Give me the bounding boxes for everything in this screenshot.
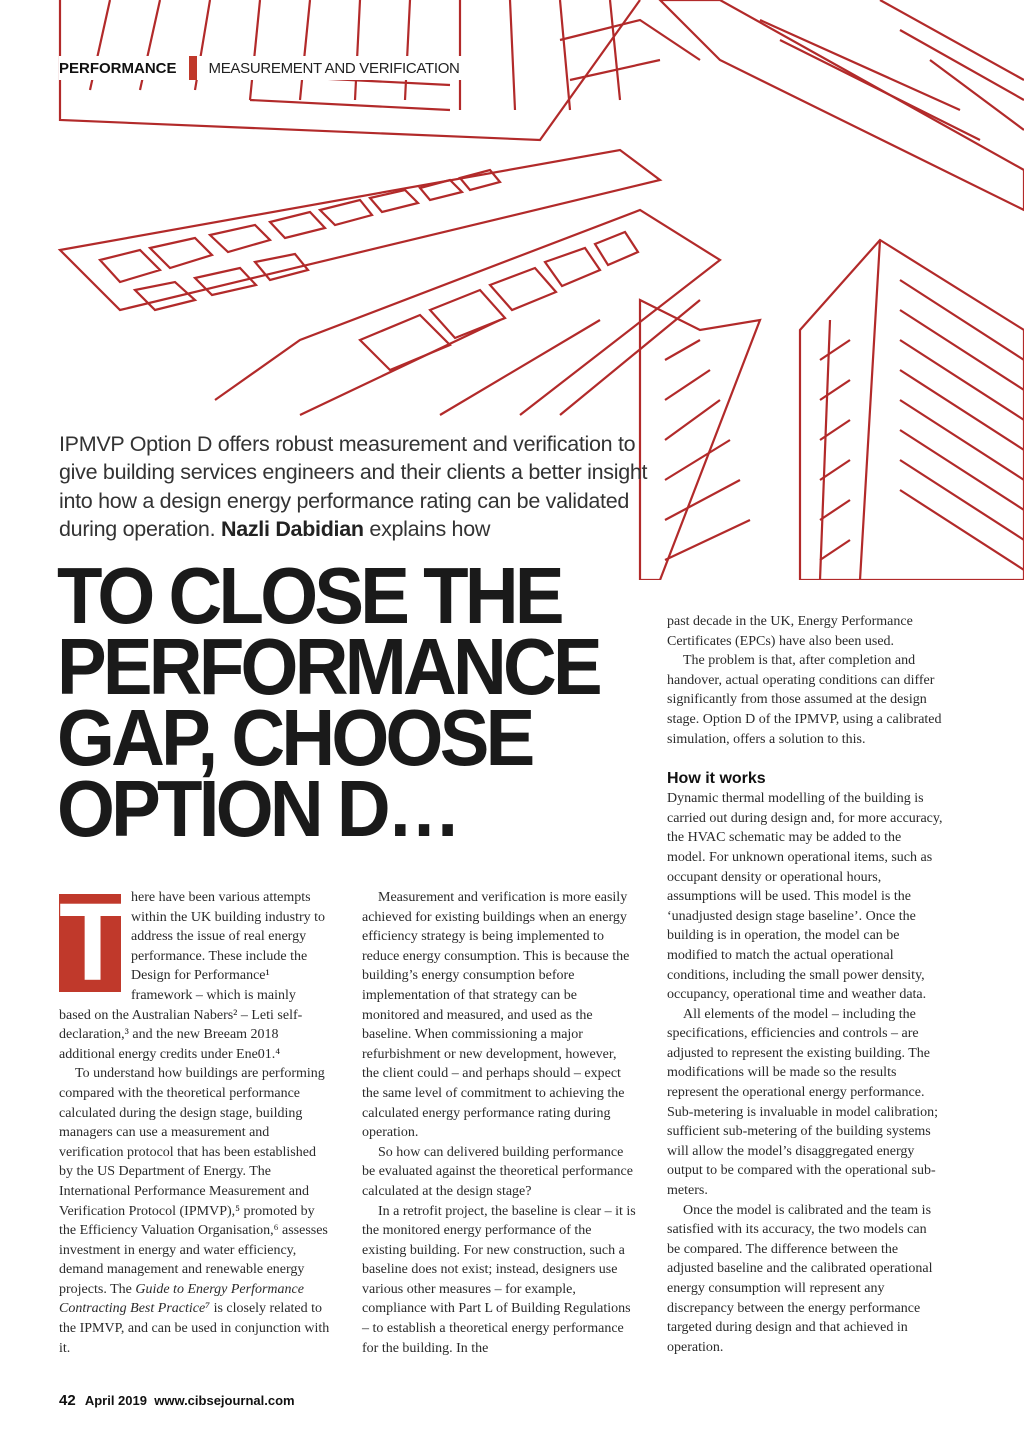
headline: TO CLOSE THE PERFORMANCE GAP, CHOOSE OPTION D… [57, 551, 599, 853]
paragraph: In a retrofit project, the baseline is clear – it is the monitored energy performance of the existing building. For new construction, such a baseline does not exist; instead, designers use various other measures – for example, compliance with Part L of Building Regulations – to establish a theoretical energy performance for the building. In the [362, 1203, 636, 1356]
section-label: PERFORMANCE [59, 59, 177, 77]
website-link[interactable]: www.cibsejournal.com [154, 1393, 295, 1408]
standfirst-suffix: explains how [369, 516, 491, 541]
paragraph-text: To understand how buildings are performing compared with the theoretical performance calculated during the design stage, building managers can use a measurement and verification protocol that has been established by the US Department of Energy. The International Performance Measurement and Verification Protocol (IPMVP),⁵ promoted by the Efficiency Valuation Organisation,⁶ assesses investment in energy and water efficiency, demand management and renewable energy projects. The [59, 1066, 328, 1297]
section-divider [189, 56, 197, 80]
paragraph: Measurement and verification is more easily achieved for existing buildings when an energy efficiency strategy is being implemented to reduce energy consumption. This is because the building’s energy consumption before implementation of that strategy can be monitored and measured, and used as the baseline. When commissioning a major refurbishment or new development, however, the client could – and perhaps should – expect the same level of commitment to achieving the calculated energy performance rating during operation. [362, 890, 630, 1141]
subheading: How it works [667, 770, 766, 788]
publication-title: Guide to Energy Performance Contracting Best Practice⁷ [59, 1281, 304, 1317]
paragraph: past decade in the UK, Energy Performance Certificates (EPCs) have also been used. [667, 614, 913, 649]
body-column-2 [362, 888, 636, 1358]
paragraph [59, 881, 331, 1064]
paragraph: Dynamic thermal modelling of the building is carried out during design and, for more accuracy, the HVAC schematic may be added to the model. For unknown operational items, such as occupant density or operational hours, assumptions will be used. This model is the ‘unadjusted design stage baseline’. Once the building is in operation, the model can be modified to match the actual operational conditions, including the small power density, occupancy, operational time and weather data. [667, 791, 943, 1003]
author-name: Nazli Dabidian [220, 516, 364, 541]
paragraph-text: is closely related to the IPMVP, and can be used in conjunction with it. [59, 1301, 330, 1356]
paragraph: Once the model is calibrated and the team is satisfied with its accuracy, the two models can be compared. The difference between the adjusted baseline and the calibrated operational energy consumption will represent any discrepancy between the energy performance targeted during design and that achieved in operation. [667, 1202, 933, 1355]
paragraph: The problem is that, after completion and handover, actual operating conditions can differ significantly from those assumed at the design stage. Option D of the IPMVP, using a calibrated simulation, offers a solution to this. [667, 653, 942, 747]
body-column-3 [667, 612, 943, 1357]
drop-cap: T [59, 881, 127, 1004]
standfirst [59, 430, 659, 543]
paragraph: All elements of the model – including the specifications, efficiencies and controls – are adjusted to represent the existing building. The modifications will be made so the results represent the operational energy performance. Sub-metering is invaluable in model calibration; sufficient sub-metering of the building systems will allow the model’s disaggregated energy output to be compared with the operational sub-meters. [667, 1006, 938, 1199]
section-header [59, 56, 464, 80]
body-column-1 [59, 881, 331, 1358]
paragraph: So how can delivered building performance be evaluated against the theoretical performance calculated at the design stage? [362, 1144, 633, 1199]
issue-date: April 2019 [84, 1393, 147, 1408]
page-number: 42 [59, 1392, 76, 1409]
page-footer [59, 1392, 295, 1409]
standfirst-text: IPMVP Option D offers robust measurement and verification to give building services engineers and their clients a better insight into how a design energy performance rating can be validated during operation. [59, 432, 648, 541]
subsection-label: MEASUREMENT AND VERIFICATION [208, 59, 460, 77]
paragraph [59, 1064, 331, 1358]
paragraph-text: here have been various attempts within the UK building industry to address the issue of real energy performance. These include the Design for Performance¹ framework – which is mainly based on the Australian Nabers² – Leti self-declaration,³ and the new Breeam 2018 additional energy credits under Ene01.⁴ [59, 890, 326, 1062]
